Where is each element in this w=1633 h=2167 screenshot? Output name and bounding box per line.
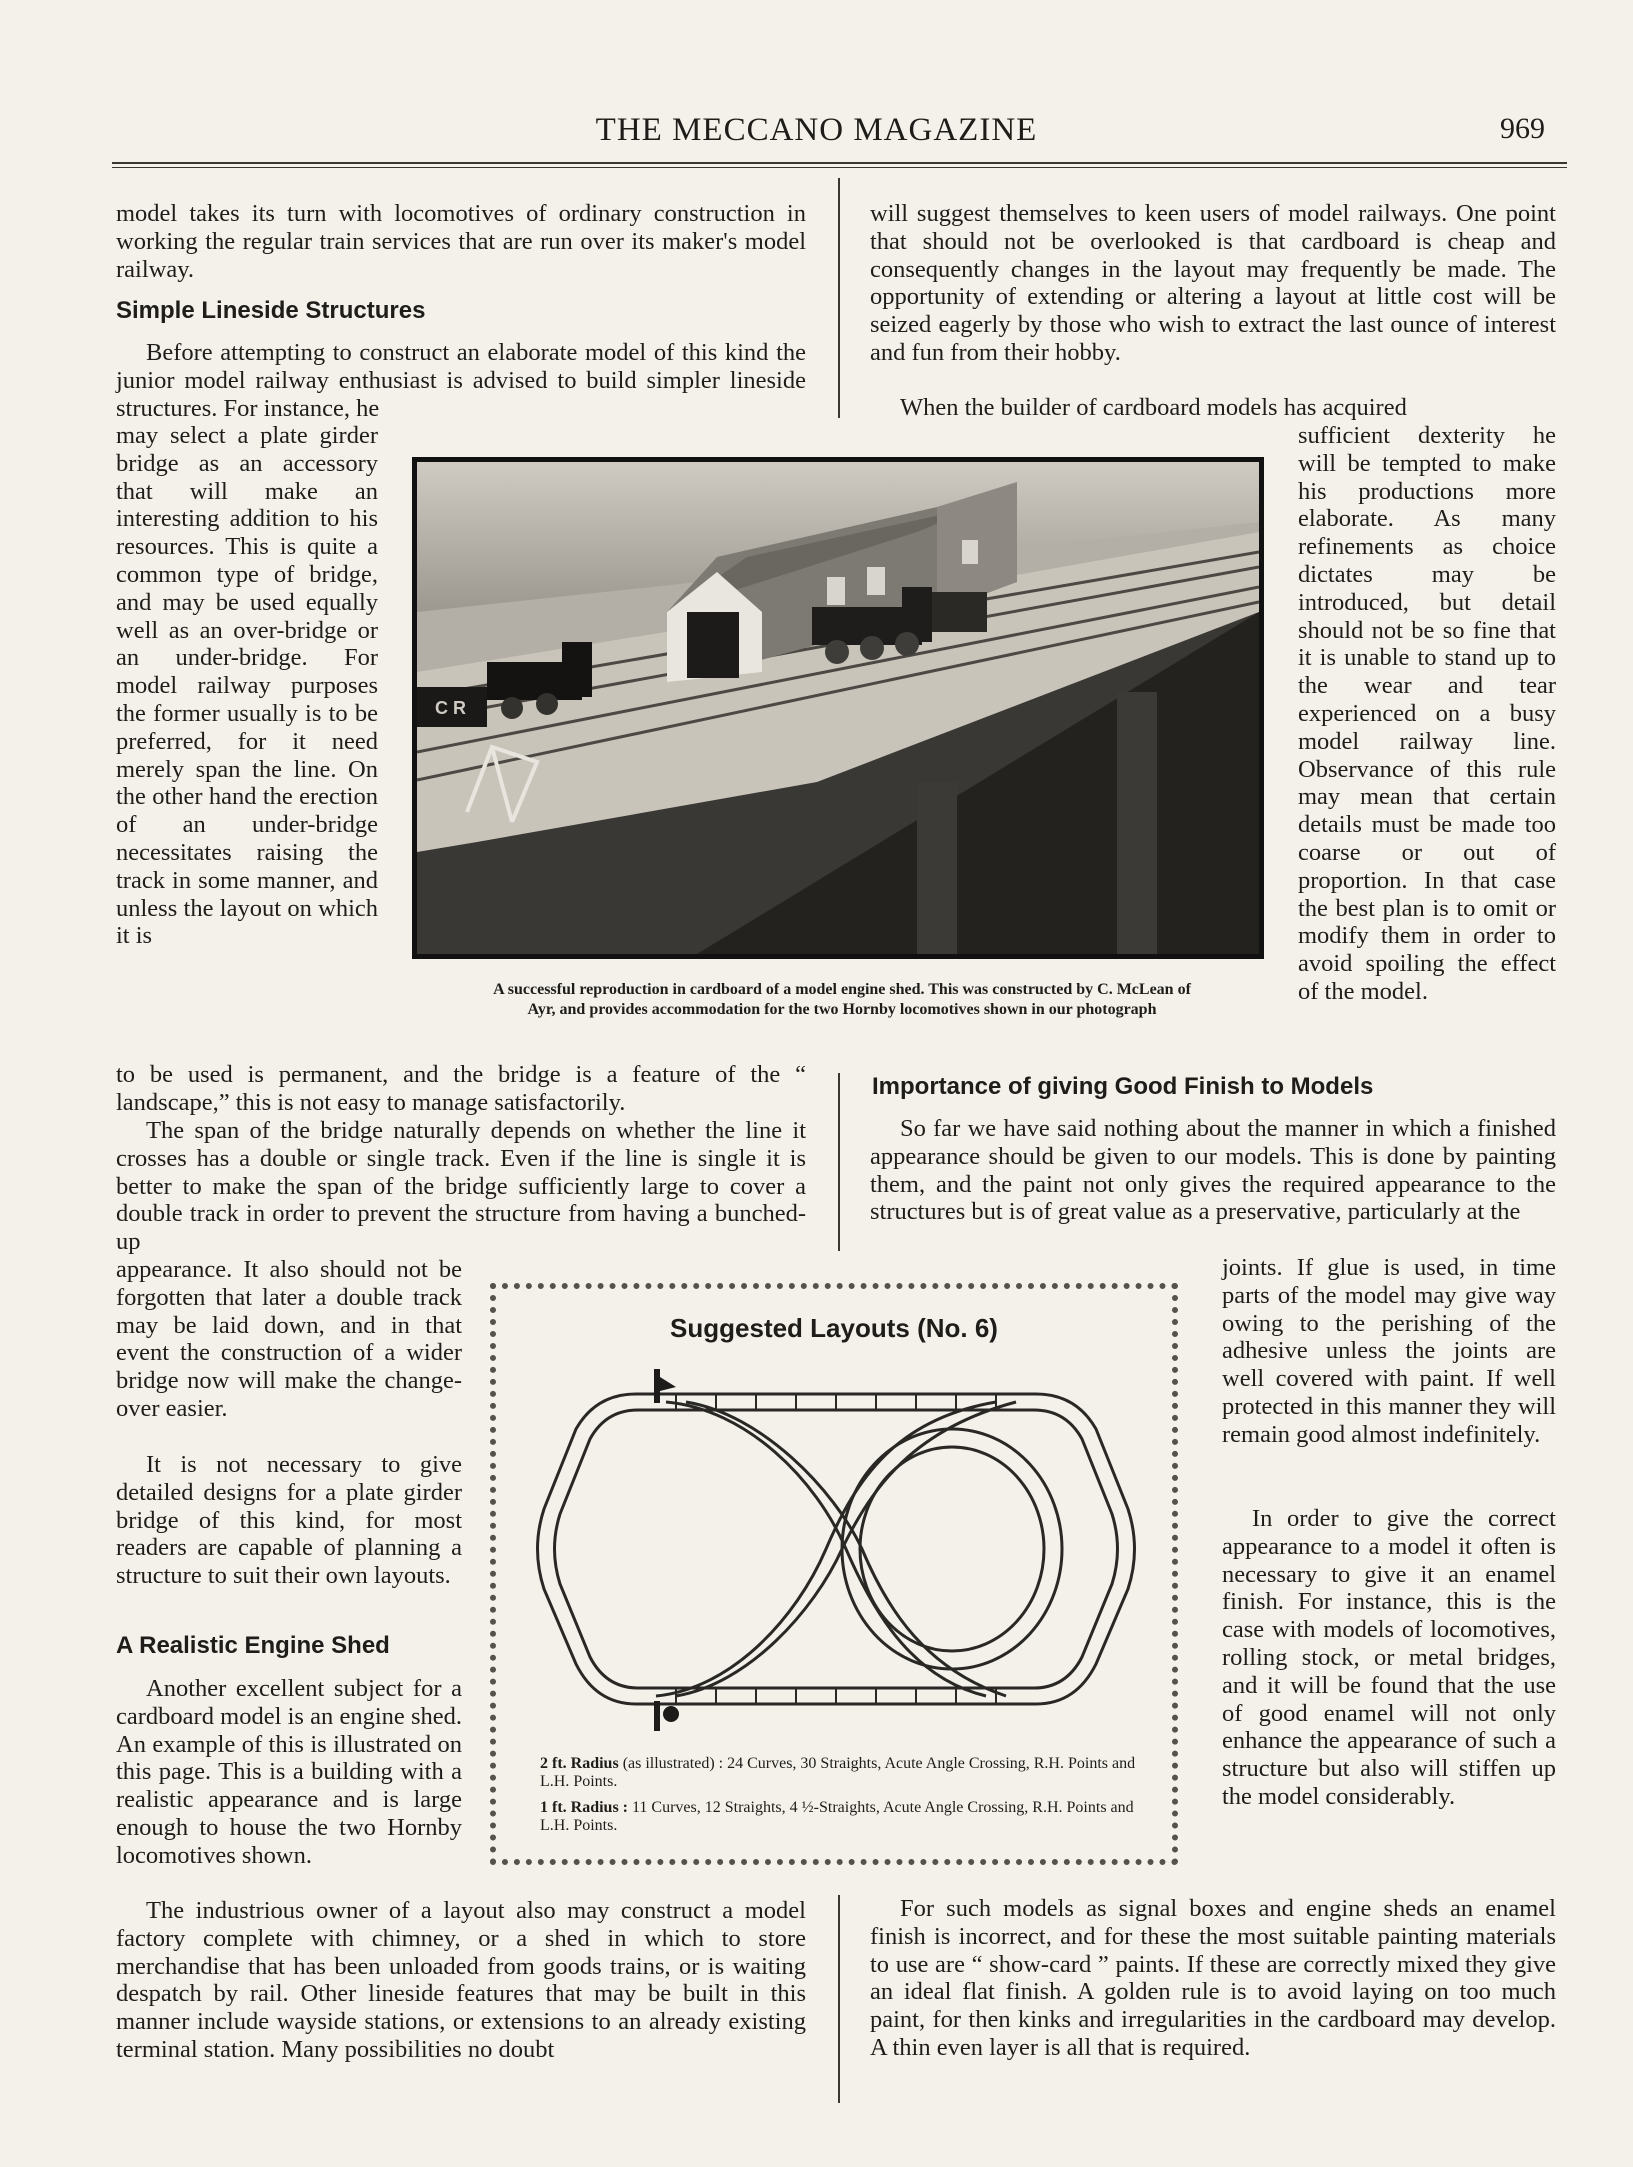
photo-caption-line-2: Ayr, and provides accommodation for the two Hornby locomotives shown in our photograph bbox=[527, 1001, 1157, 1018]
layout-note-1ft bbox=[540, 1799, 1140, 1835]
left-paragraph-2-end: to be used is permanent, and the bridge is a feature of the “ landscape,” this is not easy to manage satisfactorily. bbox=[116, 1061, 806, 1116]
header-rule bbox=[112, 162, 1567, 164]
left-paragraph-3-top: The span of the bridge naturally depends on whether the line it crosses has a double or single track. Even if the line is single it is better to make the span of the bridge sufficiently large to cover a double track in order to prevent the structure from having a bunched-up bbox=[116, 1117, 806, 1256]
right-paragraph-4: In order to give the correct appearance to a model it often is necessary to give it an enamel finish. For instance, this is the case with models of locomotives, rolling stock, or metal bridges, and it will be found that the use of good enamel will not only enhance the appearance of such a structure but also will stiffen up the model considerably. bbox=[1222, 1505, 1556, 1810]
left-paragraph-2-wrap: may select a plate girder bridge as an accessory that will make an interesting addition to his resources. This is quite a common type of bridge, and may be used equally well as an over-bridge or an under-bridge. For model railway purposes the former usually is to be preferred, for it need merely span the line. On the other hand the erection of an under-bridge necessitates raising the track in some manner, and unless the layout on which it is bbox=[116, 422, 378, 950]
layout-note-1ft-text: 11 Curves, 12 Straights, 4 ½-Straights, Acute Angle Crossing, R.H. Points and L.H. Points. bbox=[540, 1799, 1134, 1834]
column-rule-middle bbox=[838, 1073, 840, 1251]
suggested-layout-box bbox=[490, 1283, 1178, 1865]
layout-note-1ft-label: 1 ft. Radius : bbox=[540, 1799, 629, 1816]
heading-simple-lineside-structures: Simple Lineside Structures bbox=[116, 297, 426, 324]
right-paragraph-5: For such models as signal boxes and engine sheds an enamel finish is incorrect, and for these the most suitable painting materials to use are “ show-card ” paints. If these are correctly mixed they give an ideal flat finish. A golden rule is to avoid laying on too much paint, for then kinks and irregularities in the cardboard may develop. A thin even layer is all that is required. bbox=[870, 1895, 1556, 2061]
right-paragraph-1: will suggest themselves to keen users of model railways. One point that should not be overlooked is that cardboard is cheap and consequently changes in the layout may frequently be made. The opportunity of extending or altering a layout at little cost will be seized eagerly by those who wish to extract the last ounce of interest and fun from their hobby. bbox=[870, 200, 1556, 366]
right-paragraph-3-wrap: joints. If glue is used, in time parts of the model may give way owing to the perishing of the adhesive unless the joints are well covered with paint. If well protected in this manner they will remain good almost indefinitely. bbox=[1222, 1254, 1556, 1448]
page-header bbox=[0, 112, 1633, 152]
left-paragraph-5: Another excellent subject for a cardboard model is an engine shed. An example of this is illustrated on this page. This is a building with a realistic appearance and is large enough to house the two Hornby locomotives shown. bbox=[116, 1675, 462, 1869]
left-paragraph-1: model takes its turn with locomotives of ordinary construction in working the regular train services that are run over its maker's model railway. bbox=[116, 200, 806, 283]
right-paragraph-2-top: When the builder of cardboard models has acquired bbox=[900, 394, 1407, 421]
track-layout-diagram bbox=[516, 1349, 1156, 1749]
page-number: 969 bbox=[1500, 112, 1545, 145]
column-rule-bottom bbox=[838, 1895, 840, 2103]
heading-realistic-engine-shed: A Realistic Engine Shed bbox=[116, 1632, 390, 1659]
header-rule-thin bbox=[112, 167, 1567, 168]
engine-shed-photo-illustration bbox=[417, 462, 1259, 954]
left-paragraph-2-top: Before attempting to construct an elaborate model of this kind the junior model railway enthusiast is advised to build simpler lineside structures. For instance, he bbox=[116, 339, 806, 422]
right-paragraph-3-top: So far we have said nothing about the manner in which a finished appearance should be given to our models. This is done by painting them, and the paint not only gives the required appearance to the structures but is of great value as a preservative, particularly at the bbox=[870, 1115, 1556, 1226]
left-paragraph-4: It is not necessary to give detailed designs for a plate girder bridge of this kind, for most readers are capable of planning a structure to suit their own layouts. bbox=[116, 1451, 462, 1590]
photo-caption bbox=[408, 980, 1276, 1020]
layout-title: Suggested Layouts (No. 6) bbox=[670, 1313, 998, 1343]
magazine-title: THE MECCANO MAGAZINE bbox=[595, 112, 1038, 148]
photo-caption-line-1: A successful reproduction in cardboard of a model engine shed. This was constructed by C. McLean of bbox=[493, 981, 1191, 998]
engine-shed-photograph bbox=[412, 457, 1264, 959]
column-rule-top bbox=[838, 178, 840, 418]
layout-note-2ft bbox=[540, 1755, 1140, 1791]
layout-note-2ft-label: 2 ft. Radius bbox=[540, 1755, 619, 1772]
left-paragraph-6: The industrious owner of a layout also may construct a model factory complete with chimney, or a shed in which to store merchandise that has been unloaded from goods trains, or is waiting despatch by rail. Other lineside features that may be built in this manner include wayside stations, or extensions to an already existing terminal station. Many possibilities no doubt bbox=[116, 1897, 806, 2063]
heading-good-finish: Importance of giving Good Finish to Models bbox=[872, 1073, 1374, 1100]
left-paragraph-3-wrap: appearance. It also should not be forgotten that later a double track may be laid down, and in that event the construction of a wider bridge now will make the change-over easier. bbox=[116, 1256, 462, 1422]
right-paragraph-2-wrap: sufficient dexterity he will be tempted to make his productions more elaborate. As many refinements as choice dictates may be introduced, but detail should not be so fine that it is unable to stand up to the wear and tear experienced on a busy model railway line. Observance of this rule may mean that certain details must be made too coarse or out of proportion. In that case the best plan is to omit or modify them in order to avoid spoiling the effect of the model. bbox=[1298, 422, 1556, 1005]
loco-lettering: C R bbox=[435, 698, 466, 718]
layout-note-2ft-text: (as illustrated) : 24 Curves, 30 Straights, Acute Angle Crossing, R.H. Points and L.H. Points. bbox=[540, 1755, 1136, 1790]
